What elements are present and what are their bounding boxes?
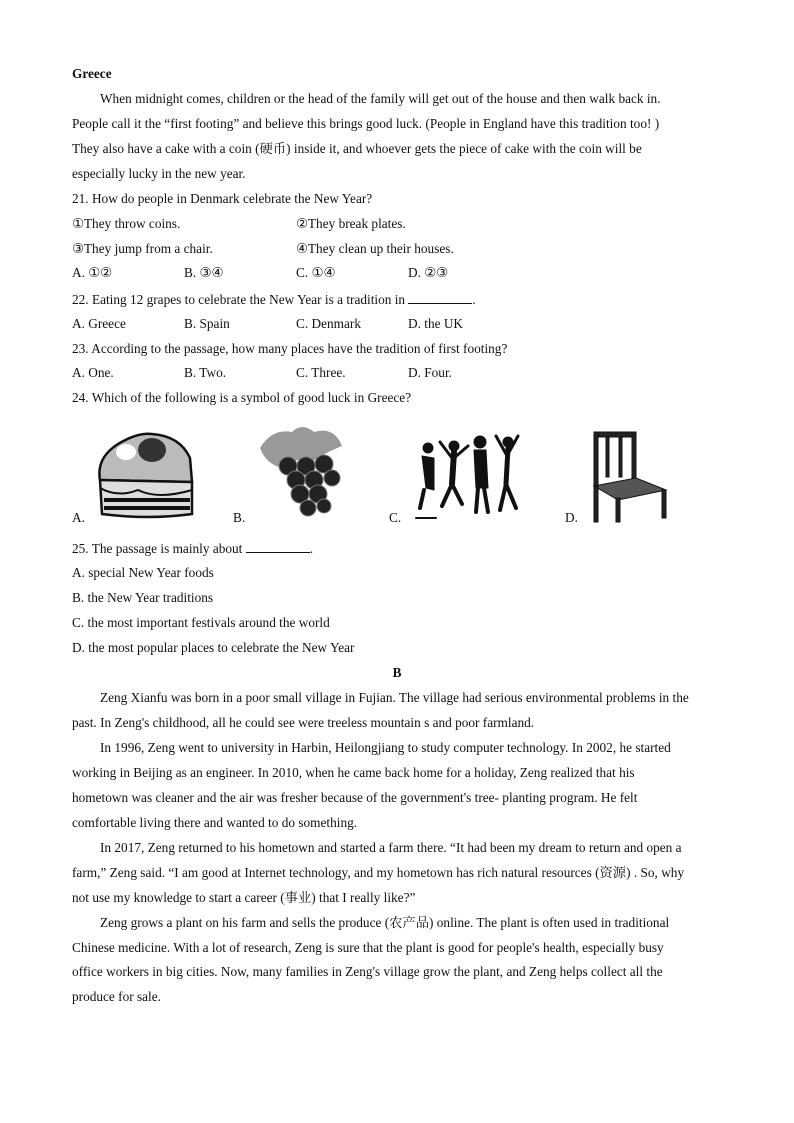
- paragraph-line: They also have a cake with a coin (硬币) inside it, and whoever gets the piece of cake with the coin will be: [72, 141, 642, 156]
- paragraph-line: office workers in big cities. Now, many families in Zeng's village grow the plant, and Zeng helps collect all the: [72, 964, 663, 979]
- paragraph-line: In 2017, Zeng returned to his hometown and started a farm there. “It had been my dream to return and open a: [100, 840, 682, 855]
- q24-option-d-label: D.: [565, 510, 578, 525]
- statement-2: ②They break plates.: [296, 216, 406, 231]
- grapes-icon: [252, 418, 352, 518]
- q22-stem-text: 22. Eating 12 grapes to celebrate the New Year is a tradition in: [72, 292, 406, 307]
- paragraph-line: Chinese medicine. With a lot of research, Zeng is sure that the plant is good for people's health, especially busy: [72, 940, 664, 955]
- paragraph-line: especially lucky in the new year.: [72, 166, 246, 181]
- q25-option-d: D. the most popular places to celebrate the New Year: [72, 640, 355, 655]
- q25-option-c: C. the most important festivals around the world: [72, 615, 330, 630]
- q22-option-b: B. Spain: [184, 316, 230, 331]
- q21-option-a: A. ①②: [72, 265, 113, 280]
- paragraph-line: working in Beijing as an engineer. In 2010, when he came back home for a holiday, Zeng realized that his: [72, 765, 635, 780]
- q25-option-b: B. the New Year traditions: [72, 590, 214, 605]
- question-22-stem: 22. Eating 12 grapes to celebrate the New Year is a tradition in .: [72, 292, 476, 307]
- section-heading-b: B: [392, 665, 402, 680]
- question-24-stem: 24. Which of the following is a symbol of good luck in Greece?: [72, 390, 412, 405]
- q23-option-c: C. Three.: [296, 365, 346, 380]
- paragraph-line: past. In Zeng's childhood, all he could see were treeless mountain s and poor farmland.: [72, 715, 535, 730]
- chair-icon: [588, 430, 670, 524]
- q22-option-a: A. Greece: [72, 316, 126, 331]
- dancing-people-icon: [412, 428, 530, 522]
- answer-blank: [408, 291, 472, 304]
- paragraph-line: Zeng grows a plant on his farm and sells the produce (农产品) online. The plant is often used in traditional: [100, 915, 670, 930]
- paragraph-line: People call it the “first footing” and believe this brings good luck. (People in England have this tradition too! ): [72, 116, 660, 131]
- q23-option-a: A. One.: [72, 365, 114, 380]
- question-23-stem: 23. According to the passage, how many places have the tradition of first footing?: [72, 341, 508, 356]
- q21-option-d: D. ②③: [408, 265, 449, 280]
- q25-stem-text: 25. The passage is mainly about: [72, 541, 243, 556]
- q22-option-d: D. the UK: [408, 316, 464, 331]
- paragraph-line: In 1996, Zeng went to university in Harbin, Heilongjiang to study computer technology. In 2002, he started: [100, 740, 671, 755]
- q23-option-b: B. Two.: [184, 365, 227, 380]
- paragraph-line: Zeng Xianfu was born in a poor small village in Fujian. The village had serious environmental problems in the: [100, 690, 689, 705]
- question-25-stem: 25. The passage is mainly about .: [72, 541, 314, 556]
- q25-option-a: A. special New Year foods: [72, 565, 214, 580]
- paragraph-line: hometown was cleaner and the air was fresher because of the government's tree- planting program. He felt: [72, 790, 638, 805]
- paragraph-line: not use my knowledge to start a career (事业) that I really like?”: [72, 890, 416, 905]
- statement-3: ③They jump from a chair.: [72, 241, 213, 256]
- q24-option-c-label: C.: [389, 510, 402, 525]
- q24-option-b-label: B.: [233, 510, 246, 525]
- statement-4: ④They clean up their houses.: [296, 241, 454, 256]
- q22-option-c: C. Denmark: [296, 316, 361, 331]
- q23-option-d: D. Four.: [408, 365, 452, 380]
- cake-icon: [88, 428, 198, 524]
- paragraph-line: produce for sale.: [72, 989, 161, 1004]
- q21-option-b: B. ③④: [184, 265, 224, 280]
- paragraph-line: When midnight comes, children or the head of the family will get out of the house and then walk back in.: [100, 91, 661, 106]
- section-heading-greece: Greece: [72, 66, 112, 81]
- q24-option-a-label: A.: [72, 510, 85, 525]
- paragraph-line: comfortable living there and wanted to do something.: [72, 815, 358, 830]
- paragraph-line: farm,” Zeng said. “I am good at Internet technology, and my hometown has rich natural resources (资源) . So, why: [72, 865, 685, 880]
- q21-option-c: C. ①④: [296, 265, 336, 280]
- question-21-stem: 21. How do people in Denmark celebrate the New Year?: [72, 191, 373, 206]
- answer-blank: [246, 540, 310, 553]
- statement-1: ①They throw coins.: [72, 216, 181, 231]
